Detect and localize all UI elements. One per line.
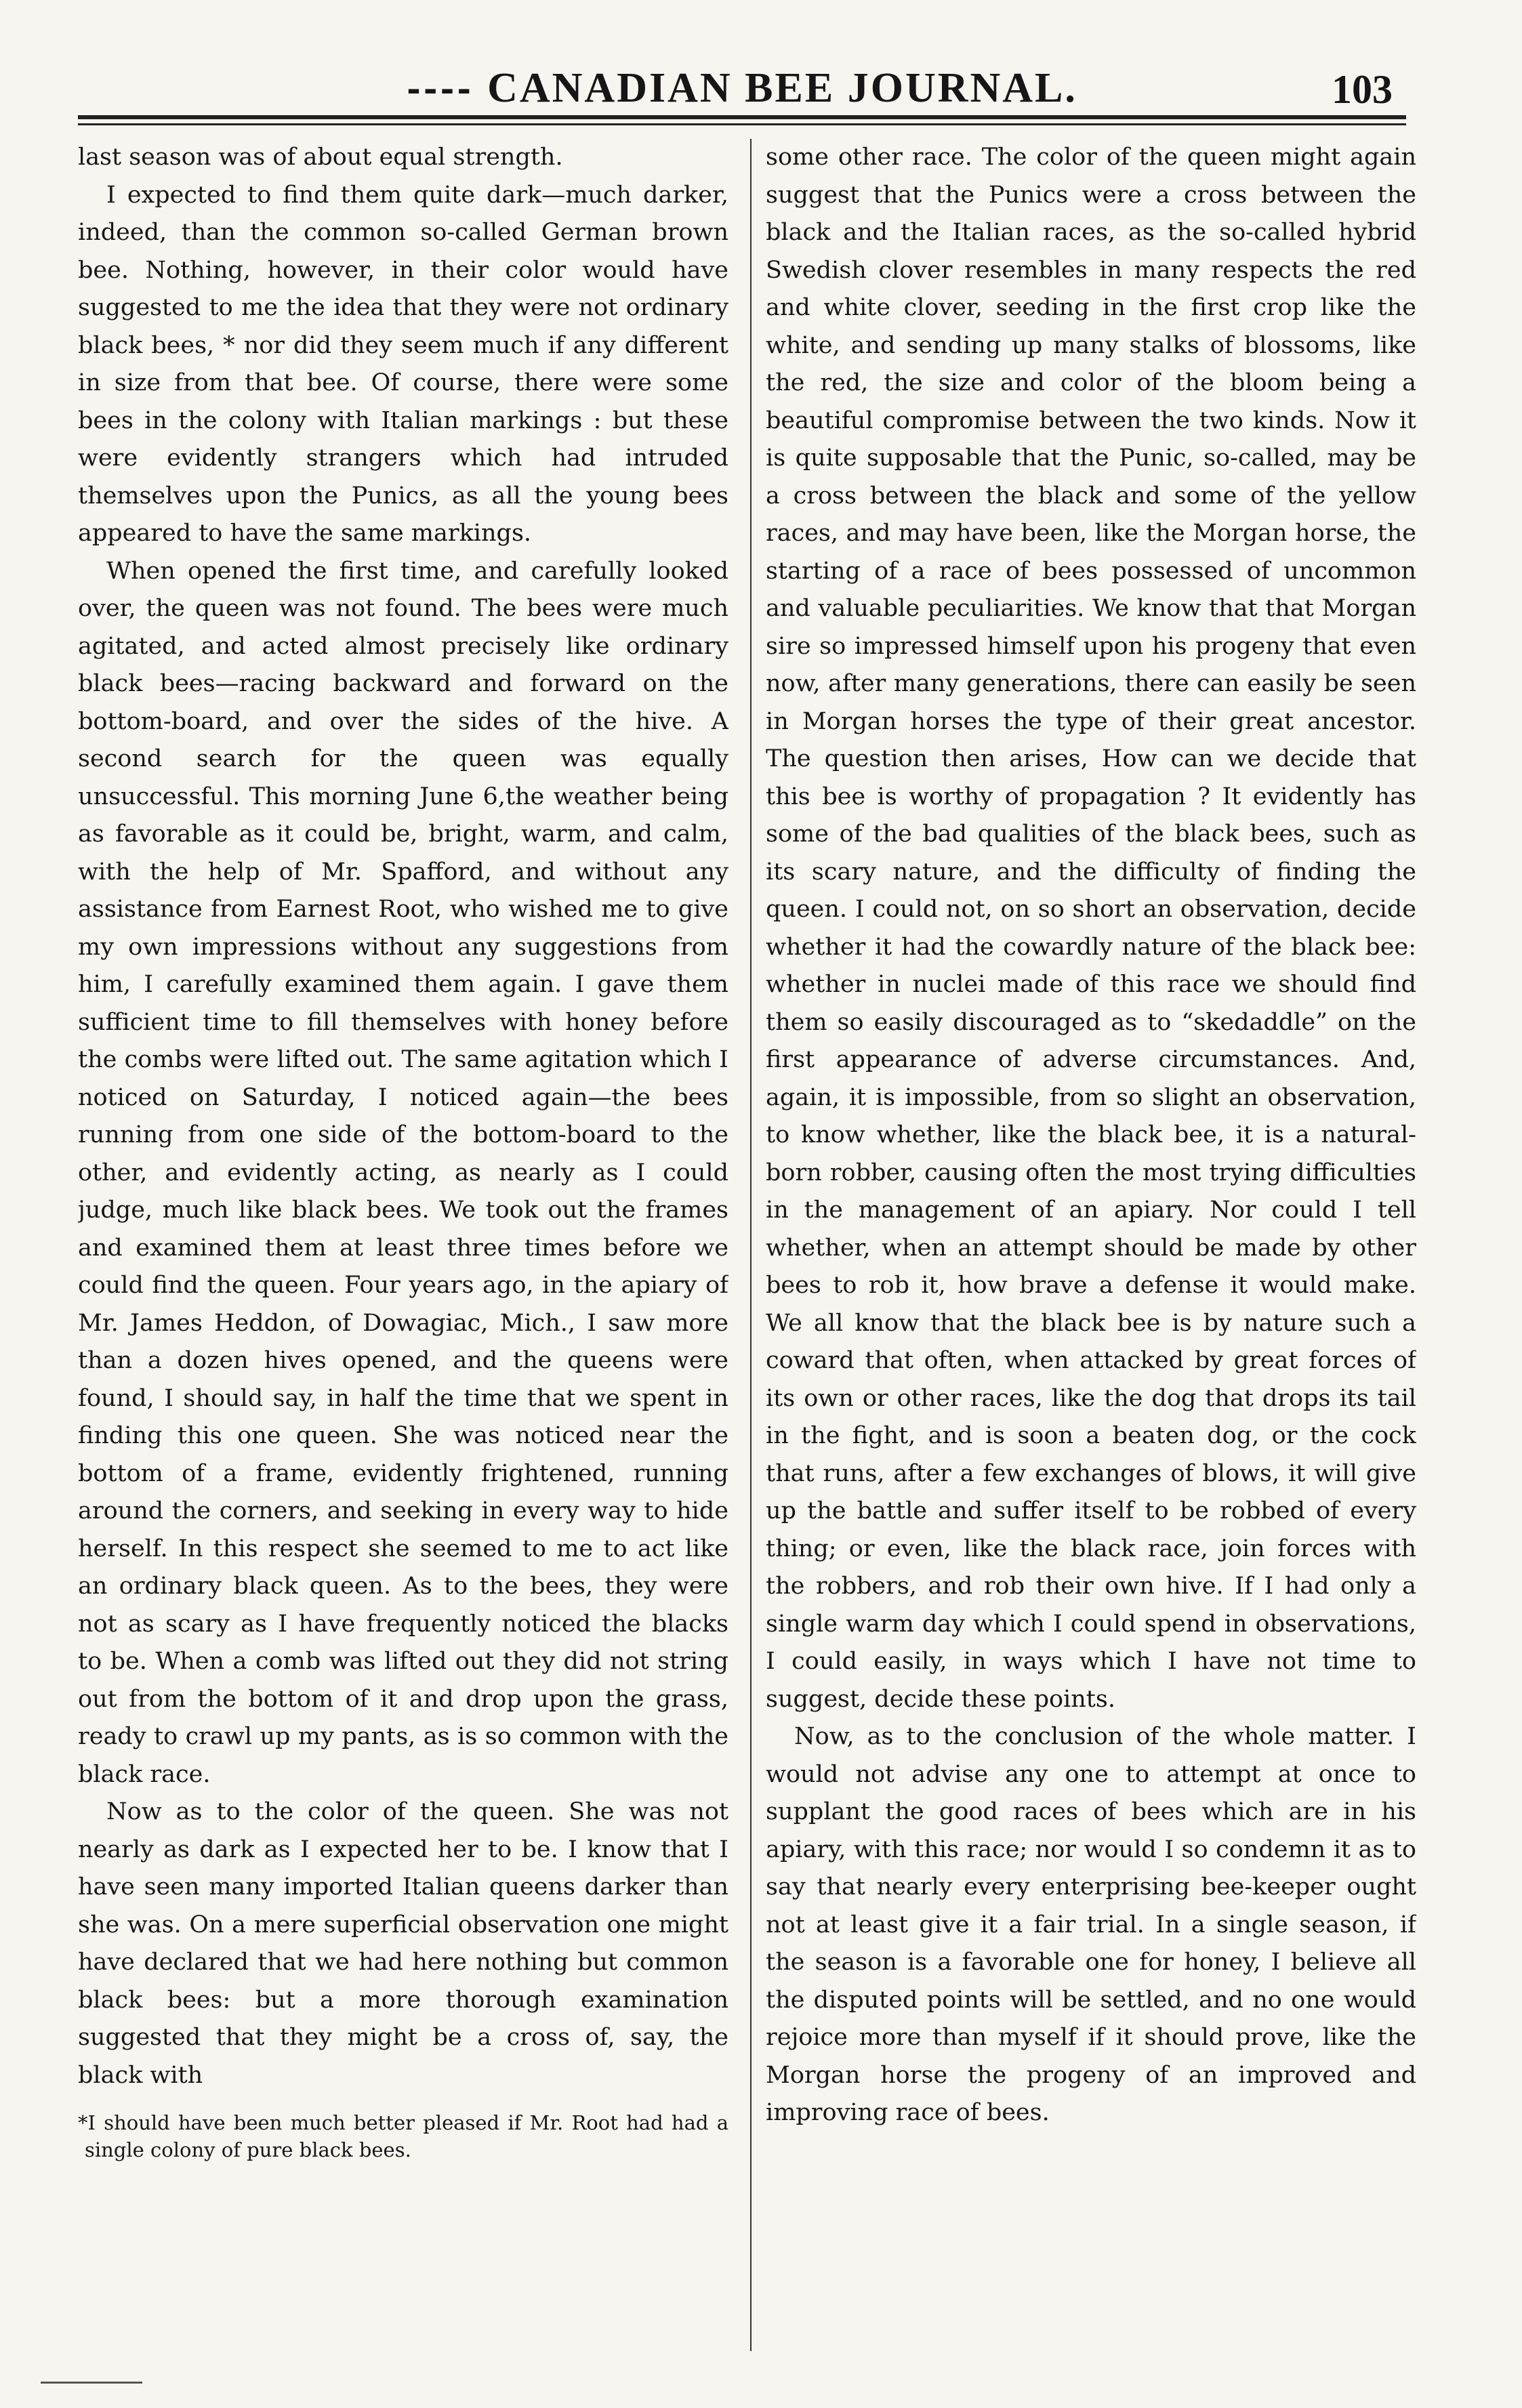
right-column: [766, 139, 1416, 2341]
left-column: [78, 139, 728, 2341]
header-dashes: ----: [407, 68, 474, 108]
header-rule-thick: [78, 115, 1406, 119]
left-paragraph-2: I expected to find them quite dark—much darker, indeed, than the common so-called German brown bee. Nothing, however, in their color would have suggested to me the idea that they were not ordinary black bees, * nor did they seem much if any different in size from that bee. Of course, there were some bees in the colony with Italian markings : but these were evidently strangers which had intruded themselves upon the Punics, as all the young bees appeared to have the same markings.: [78, 181, 728, 547]
left-paragraph-4: Now as to the color of the queen. She was not nearly as dark as I expected her to be. I know that I have seen many imported Italian queens darker than she was. On a mere superficial observation one might have declared that we had here nothing but common black bees: but a more thorough examination suggested that they might be a cross of, say, the black with: [78, 1798, 728, 2089]
column-divider: [750, 139, 752, 2351]
footnote: *I should have been much better pleased if Mr. Root had had a single colony of pure black bees.: [78, 2111, 728, 2161]
page-header: [78, 61, 1406, 115]
header-rule-thin: [78, 123, 1406, 125]
bottom-edge-mark: [41, 2382, 142, 2384]
left-paragraph-3: When opened the first time, and carefully looked over, the queen was not found. The bees were much agitated, and acted almost precisely like ordinary black bees—racing backward and forward on the bottom-board, and over the sides of the hive. A second search for the queen was equally unsuccessful. This morning June 6,the weather being as favorable as it could be, bright, warm, and calm, with the help of Mr. Spafford, and without any assistance from Earnest Root, who wished me to give my own impressions without any suggestions from him, I carefully examined them again. I gave them sufficient time to fill themselves with honey before the combs were lifted out. The same agitation which I noticed on Saturday, I noticed again—the bees running from one side of the bottom-board to the other, and evidently acting, as nearly as I could judge, much like black bees. We took out the frames and examined them at least three times before we could find the queen. Four years ago, in the apiary of Mr. James Heddon, of Dowagiac, Mich., I saw more than a dozen hives opened, and the queens were found, I should say, in half the time that we spent in finding this one queen. She was noticed near the bottom of a frame, evidently frightened, running around the corners, and seeking in every way to hide herself. In this respect she seemed to me to act like an ordinary black queen. As to the bees, they were not as scary as I have frequently noticed the blacks to be. When a comb was lifted out they did not string out from the bottom of it and drop upon the grass, ready to crawl up my pants, as is so common with the black race.: [78, 557, 728, 1788]
left-paragraph-1: last season was of about equal strength.: [78, 144, 563, 171]
journal-title: CANADIAN BEE JOURNAL.: [487, 64, 1077, 111]
page-number: 103: [1332, 67, 1393, 112]
right-paragraph-1: some other race. The color of the queen might again suggest that the Punics were a cross between the black and the Italian races, as the so-called hybrid Swedish clover resembles in many respects the red and white clover, seeding in the first crop like the white, and sending up many stalks of blossoms, like the red, the size and color of the bloom being a beautiful compromise between the two kinds. Now it is quite supposable that the Punic, so-called, may be a cross between the black and some of the yellow races, and may have been, like the Morgan horse, the starting of a race of bees possessed of uncommon and valuable peculiarities. We know that that Morgan sire so impressed himself upon his progeny that even now, after many generations, there can easily be seen in Morgan horses the type of their great ancestor. The question then arises, How can we decide that this bee is worthy of propagation ? It evidently has some of the bad qualities of the black bees, such as its scary nature, and the difficulty of finding the queen. I could not, on so short an observation, decide whether it had the cowardly nature of the black bee: whether in nuclei made of this race we should find them so easily discouraged as to “skedaddle” on the first appearance of adverse circumstances. And, again, it is impossible, from so slight an observation, to know whether, like the black bee, it is a natural-born robber, causing often the most trying difficulties in the management of an apiary. Nor could I tell whether, when an attempt should be made by other bees to rob it, how brave a defense it would make. We all know that the black bee is by nature such a coward that often, when attacked by great forces of its own or other races, like the dog that drops its tail in the fight, and is soon a beaten dog, or the cock that runs, after a few exchanges of blows, it will give up the battle and suffer itself to be robbed of every thing; or even, like the black race, join forces with the robbers, and rob their own hive. If I had only a single warm day which I could spend in observations, I could easily, in ways which I have not time to suggest, decide these points.: [766, 144, 1416, 1713]
right-paragraph-2: Now, as to the conclusion of the whole matter. I would not advise any one to attempt at once to supplant the good races of bees which are in his apiary, with this race; nor would I so condemn it as to say that nearly every enterprising bee-keeper ought not at least give it a fair trial. In a single season, if the season is a favorable one for honey, I believe all the disputed points will be settled, and no one would rejoice more than myself if it should prove, like the Morgan horse the progeny of an improved and improving race of bees.: [766, 1723, 1416, 2126]
